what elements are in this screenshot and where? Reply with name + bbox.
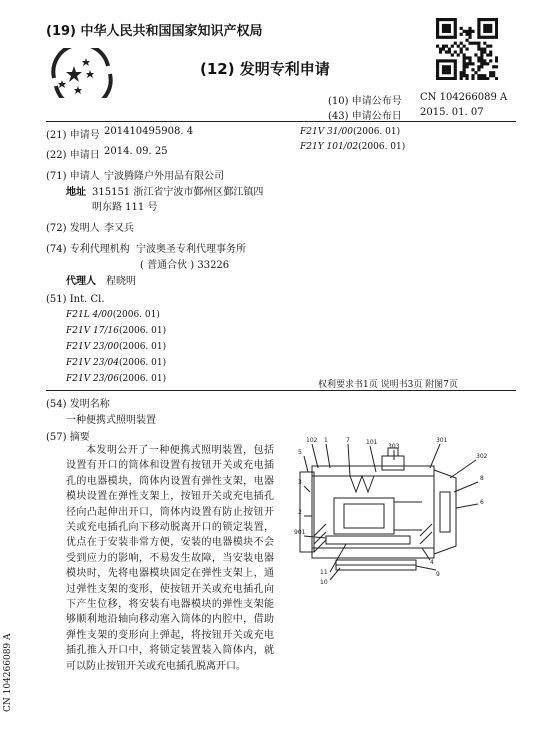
app-date-label: (22) 申请日 — [46, 150, 100, 161]
agency-line-2: ( 普通合伙 ) 33226 — [140, 260, 230, 271]
fig-label: 302 — [476, 453, 488, 460]
fig-label: 4 — [430, 559, 434, 566]
qr-code-icon — [436, 18, 498, 80]
int-cl-entry: F21V 23/00(2006. 01) — [66, 342, 167, 352]
fig-label: 301 — [436, 437, 448, 444]
fig-label: 101 — [366, 439, 378, 446]
pub-no: CN 104266089 A — [420, 92, 508, 103]
inventor: 李又兵 — [104, 223, 134, 234]
pages-note: 权利要求书1页 说明书3页 附图7页 — [318, 380, 458, 390]
agency-label: (74) 专利代理机构 — [46, 244, 130, 255]
app-no: 201410495908. 4 — [104, 126, 194, 137]
int-cl-entry: F21V 17/16(2006. 01) — [66, 326, 167, 336]
figure-labels — [294, 437, 488, 586]
int-cl-entry: F21V 23/06(2006. 01) — [66, 374, 167, 384]
office-name: (19) 中华人民共和国国家知识产权局 — [46, 24, 263, 39]
fig-label: 2 — [298, 509, 302, 516]
inventor-label: (72) 发明人 — [46, 223, 100, 234]
fig-label: 1 — [324, 437, 328, 444]
address-line-2: 明东路 111 号 — [92, 202, 158, 213]
fig-label: 5 — [298, 449, 302, 456]
int-cl-label: (51) Int. Cl. — [46, 294, 105, 305]
fig-label: 11 — [320, 569, 328, 576]
fig-label: 3 — [298, 479, 302, 486]
fig-label: 6 — [480, 499, 484, 506]
app-date: 2014. 09. 25 — [104, 146, 168, 157]
agency-line-1: 宁波奥圣专利代理事务所 — [136, 244, 246, 255]
fig-label: 102 — [306, 437, 318, 444]
side-pub-number: CN 104266089 A — [3, 633, 13, 712]
invention-title: 一种便携式照明装置 — [66, 415, 156, 426]
app-no-label: (21) 申请号 — [46, 130, 100, 141]
title-label: (54) 发明名称 — [46, 399, 110, 410]
fig-label: 9 — [436, 571, 440, 578]
office-emblem-icon — [48, 48, 114, 98]
int-cl-entry-right: F21V 31/00(2006. 01) — [300, 127, 401, 137]
fig-label: 7 — [346, 437, 350, 444]
abstract-text: 本发明公开了一种便携式照明装置，包括设置有开口的筒体和设置有按钮开关或充电插孔的电器模块，筒体内设置有弹性支架，电器模块设置在弹性支架上，按钮开关或充电插孔径向凸起伸出开口，筒体内设置有防止按钮开关或充电插孔向下移动脱离开口的锁定装置，优点在于安装非常方便，安装的电器模块不会受到应力的影响，不易发生故障，当安装电器模块时，先将电器模块固定在弹性支架上，通过弹性支架的变形，使按钮开关或充电插孔向下产生位移，将安装有电器模块的弹性支架能够顺利地沿轴向移动塞入筒体的内腔中，借助弹性支架的变形向上弹起，将按钮开关或充电插孔推入开口中，将锁定装置装入筒体内，就可以防止按钮开关或充电插孔脱离开口。 — [66, 445, 274, 672]
address-line-1: 315151 浙江省宁波市鄞州区鄞江镇四 — [92, 187, 264, 198]
biblio-rule — [46, 390, 516, 391]
applicant-label: (71) 申请人 — [46, 171, 100, 182]
document-type: (12) 发明专利申请 — [200, 60, 330, 78]
agent: 程晓明 — [106, 276, 136, 287]
header-rule — [46, 121, 516, 122]
pub-date-label: (43) 申请公布日 — [328, 111, 402, 122]
int-cl-entry: F21V 23/04(2006. 01) — [66, 358, 167, 368]
patent-figure — [290, 432, 500, 592]
pub-no-label: (10) 申请公布号 — [328, 96, 402, 107]
pub-date: 2015. 01. 07 — [420, 107, 484, 118]
fig-label: 901 — [294, 529, 306, 536]
int-cl-entry: F21L 4/00(2006. 01) — [66, 310, 160, 320]
int-cl-entry-right: F21Y 101/02(2006. 01) — [300, 142, 406, 152]
fig-label: 8 — [480, 475, 484, 482]
address-label: 地址 — [66, 187, 86, 198]
fig-label: 10 — [320, 579, 328, 586]
applicant: 宁波腾隆户外用品有限公司 — [104, 171, 224, 182]
agent-label: 代理人 — [66, 276, 96, 287]
fig-label: 303 — [388, 443, 400, 450]
abstract-label: (57) 摘要 — [46, 432, 90, 443]
